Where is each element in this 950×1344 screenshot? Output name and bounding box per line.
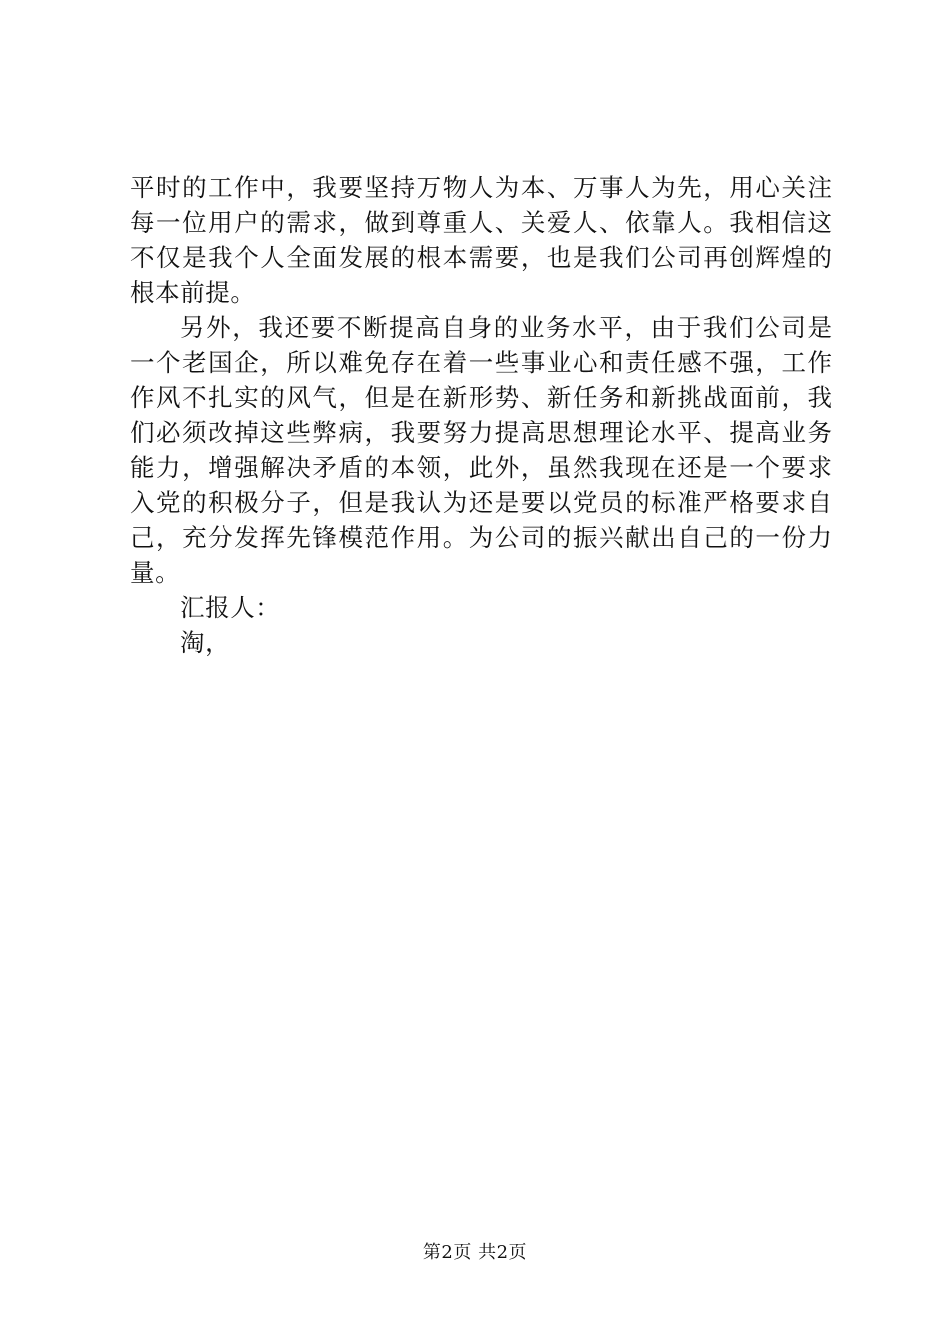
reporter-label: 汇报人： [180, 593, 281, 622]
paragraph-line: 己，充分发挥先锋模范作用。为公司的振兴献出自己的一份力 [130, 523, 832, 552]
paragraph-line: 作风不扎实的风气，但是在新形势、新任务和新挑战面前，我 [130, 383, 832, 412]
paragraph-line: 一个老国企，所以难免存在着一些事业心和责任感不强，工作 [130, 348, 832, 377]
closing-line: 淘， [180, 628, 231, 657]
paragraph-line: 每一位用户的需求，做到尊重人、关爱人、依靠人。我相信这 [130, 208, 832, 237]
paragraph-line: 根本前提。 [130, 278, 256, 307]
paragraph-line: 入党的积极分子，但是我认为还是要以党员的标准严格要求自 [130, 488, 832, 517]
paragraph-line: 另外，我还要不断提高自身的业务水平，由于我们公司是 [180, 313, 832, 342]
page-number-footer: 第2页 共2页 [422, 1242, 528, 1263]
document-body [130, 170, 832, 660]
paragraph-line: 不仅是我个人全面发展的根本需要，也是我们公司再创辉煌的 [130, 243, 832, 272]
paragraph-line: 量。 [130, 558, 181, 587]
paragraph-line: 平时的工作中，我要坚持万物人为本、万事人为先，用心关注 [130, 173, 832, 202]
paragraph-line: 们必须改掉这些弊病，我要努力提高思想理论水平、提高业务 [130, 418, 832, 447]
paragraph-line: 能力，增强解决矛盾的本领，此外，虽然我现在还是一个要求 [130, 453, 832, 482]
